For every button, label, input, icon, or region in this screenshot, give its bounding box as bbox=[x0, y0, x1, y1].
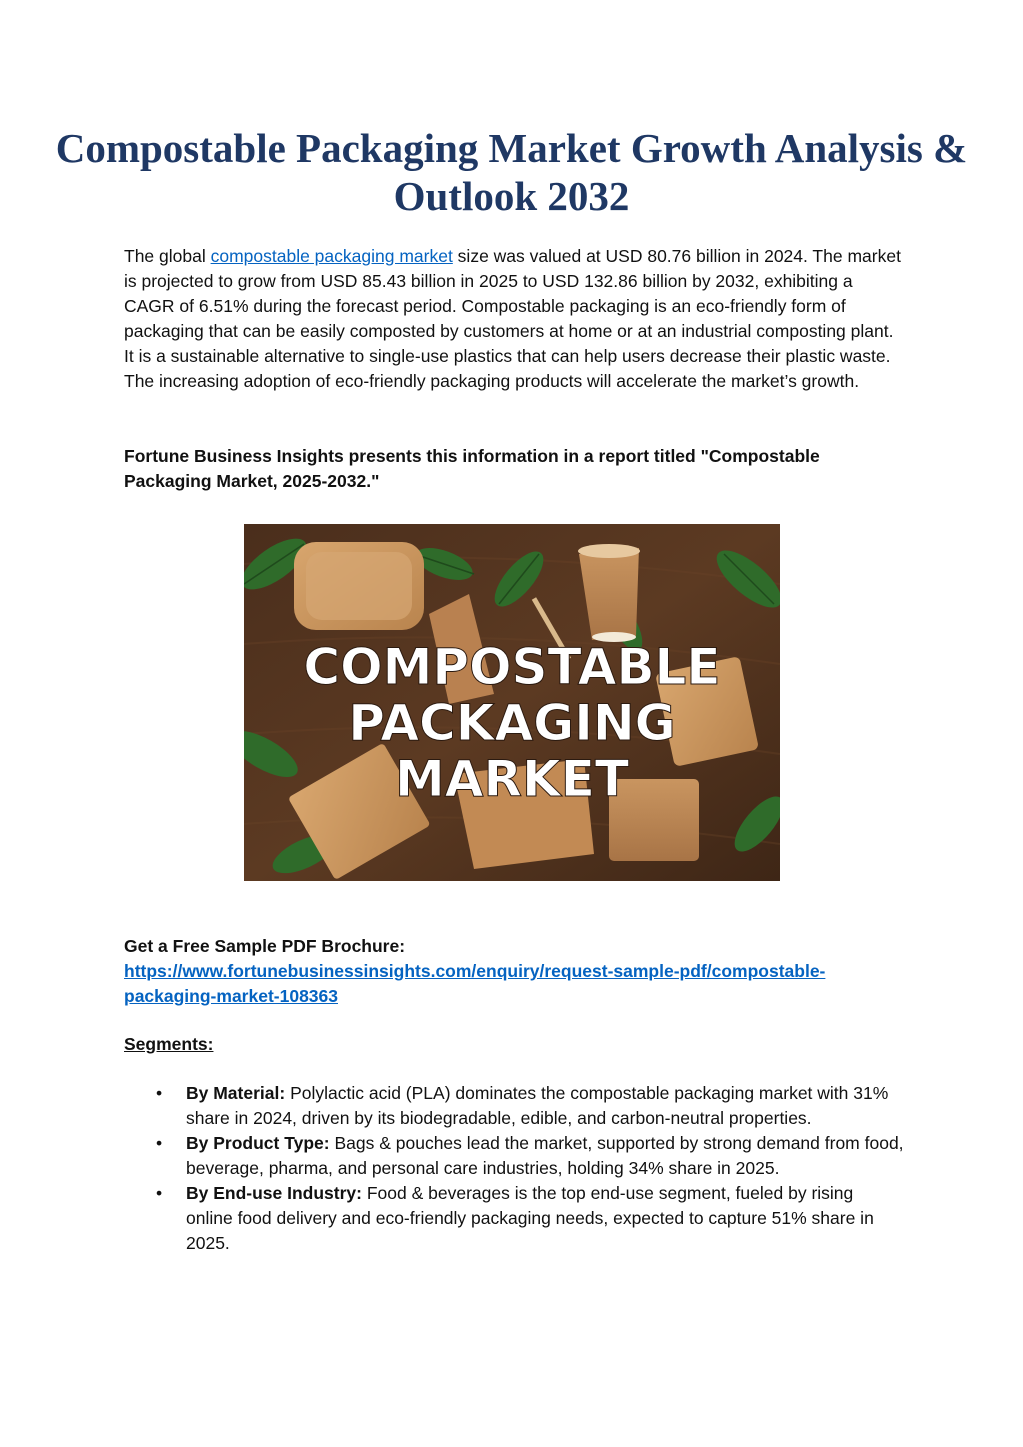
report-note: Fortune Business Insights presents this information in a report titled "Compostable Packaging Market, 2025-2032." bbox=[124, 446, 820, 491]
bullet-icon: • bbox=[156, 1133, 163, 1153]
market-link[interactable]: compostable packaging market bbox=[210, 246, 453, 266]
intro-prefix: The global bbox=[124, 246, 211, 266]
sample-section bbox=[124, 934, 904, 1009]
segments-heading: Segments: bbox=[124, 1034, 214, 1054]
list-item bbox=[124, 1181, 904, 1256]
intro-text: size was valued at USD 80.76 billion in 2024. The market is projected to grow from USD 85.43 billion in 2025 to USD 132.86 billion by 2032, exhibiting a CAGR of 6.51% during the forecast period. Compostable packaging is an eco-friendly form of packaging that can be easily composted by customers at home or at an industrial composting plant. It is a sustainable alternative to single-use plastics that can help users decrease their plastic waste. The increasing adoption of eco-friendly packaging products will accelerate the market’s growth. bbox=[124, 246, 901, 391]
segment-name: By Product Type: bbox=[186, 1133, 330, 1153]
hero-text-line1: COMPOSTABLE bbox=[303, 638, 721, 696]
page-title: Compostable Packaging Market Growth Analysis & Outlook 2032 bbox=[55, 125, 968, 219]
segment-name: By Material: bbox=[186, 1083, 286, 1103]
hero-text-line3: MARKET bbox=[395, 750, 629, 808]
list-item bbox=[124, 1081, 904, 1131]
segment-text: Polylactic acid (PLA) dominates the compostable packaging market with 31% share in 2024, driven by its biodegradable, edible, and carbon-neutral properties. bbox=[186, 1083, 889, 1128]
segment-text: Bags & pouches lead the market, supported by strong demand from food, beverage, pharma, and personal care industries, holding 34% share in 2025. bbox=[186, 1133, 904, 1178]
hero-text-line2: PACKAGING bbox=[348, 694, 676, 752]
bullet-icon: • bbox=[156, 1083, 163, 1103]
list-item bbox=[124, 1131, 904, 1181]
segments-list bbox=[124, 1081, 904, 1256]
segment-name: By End-use Industry: bbox=[186, 1183, 362, 1203]
sample-pdf-link[interactable]: https://www.fortunebusinessinsights.com/enquiry/request-sample-pdf/compostable-packaging-market-108363 bbox=[124, 961, 826, 1006]
segment-text: Food & beverages is the top end-use segment, fueled by rising online food delivery and eco-friendly packaging needs, expected to capture 51% share in 2025. bbox=[186, 1183, 874, 1253]
bullet-icon: • bbox=[156, 1183, 163, 1203]
hero-image bbox=[244, 524, 780, 881]
intro-paragraph bbox=[124, 244, 904, 394]
sample-label: Get a Free Sample PDF Brochure: bbox=[124, 936, 406, 956]
